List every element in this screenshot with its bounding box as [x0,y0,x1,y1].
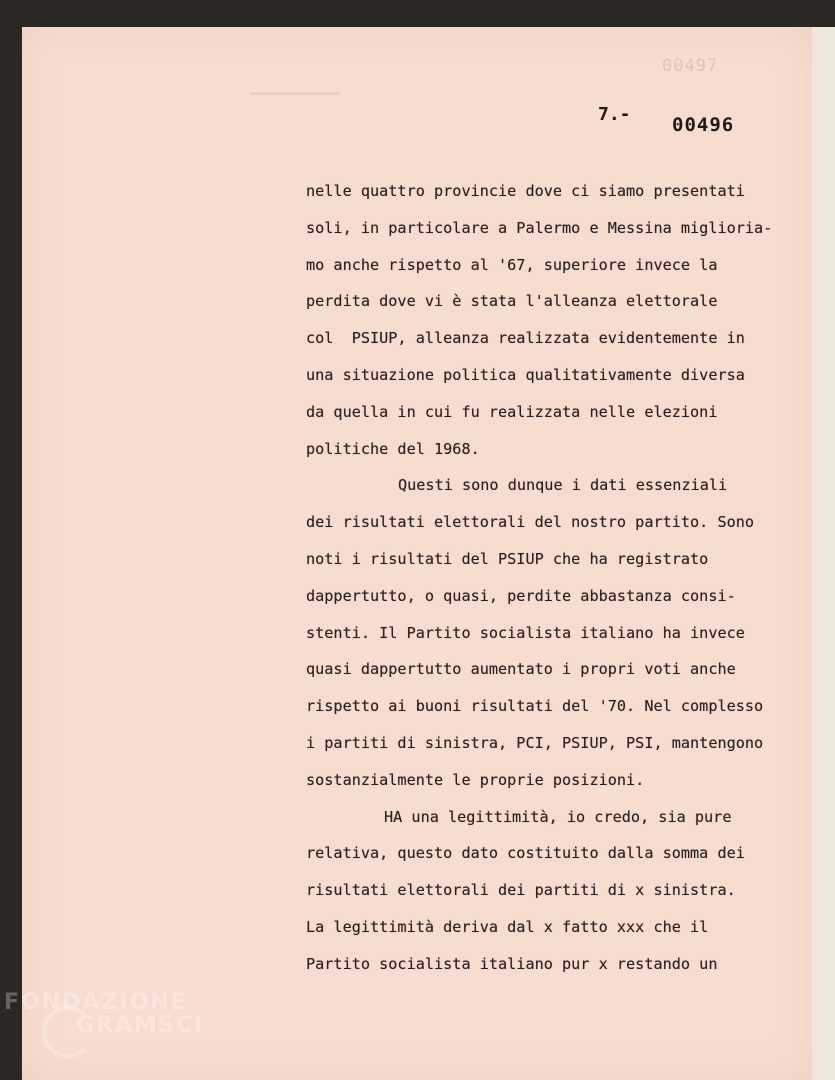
text-line: col PSIUP, alleanza realizzata evidentemente in [306,329,745,348]
bleed-through-archive-code: 00497 [662,56,719,76]
watermark-g-logo-icon [42,1006,94,1058]
text-line: Partito socialista italiano pur x restando un [306,954,718,973]
paragraph-start-line: HA una legittimità, io credo, sia pure [384,807,732,826]
archive-code: 00496 [672,114,735,136]
paragraph-start-line: Questi sono dunque i dati essenziali [398,476,728,495]
text-line: risultati elettorali dei partiti di x sinistra. [306,881,736,900]
page-number: 7.- [598,104,631,125]
text-line: una situazione politica qualitativamente diversa [306,365,745,384]
text-line: La legittimità deriva dal x fatto xxx che il [306,917,709,936]
text-line: sostanzialmente le proprie posizioni. [306,770,645,789]
watermark-line-2: GRAMSCI [76,1013,205,1038]
watermark-line-1: FONDAZIONE [4,990,188,1015]
text-line: dei risultati elettorali del nostro partito. Sono [306,513,755,532]
text-line: nelle quattro provincie dove ci siamo presentati [306,182,745,200]
text-line: da quella in cui fu realizzata nelle elezioni [306,402,718,421]
fondazione-gramsci-watermark [4,990,204,1038]
text-line: soli, in particolare a Palermo e Messina miglioria- [306,218,773,237]
text-line: mo anche rispetto al '67, superiore invece la [306,255,718,274]
typed-text-body [306,178,806,988]
text-line: i partiti di sinistra, PCI, PSIUP, PSI, mantengono [306,733,764,752]
text-line: relativa, questo dato costituito dalla somma dei [306,844,745,863]
text-line: stenti. Il Partito socialista italiano ha invece [306,623,745,642]
text-line: noti i risultati del PSIUP che ha registrato [306,549,709,568]
bleed-through-mark [250,92,340,95]
text-line: dappertutto, o quasi, perdite abbastanza consi- [306,586,736,605]
text-line: quasi dappertutto aumentato i propri voti anche [306,660,736,679]
next-page-edge [812,27,835,1080]
text-line: politiche del 1968. [306,439,480,458]
text-line: perdita dove vi è stata l'alleanza elettorale [306,292,718,311]
text-line: rispetto ai buoni risultati del '70. Nel complesso [306,697,764,716]
